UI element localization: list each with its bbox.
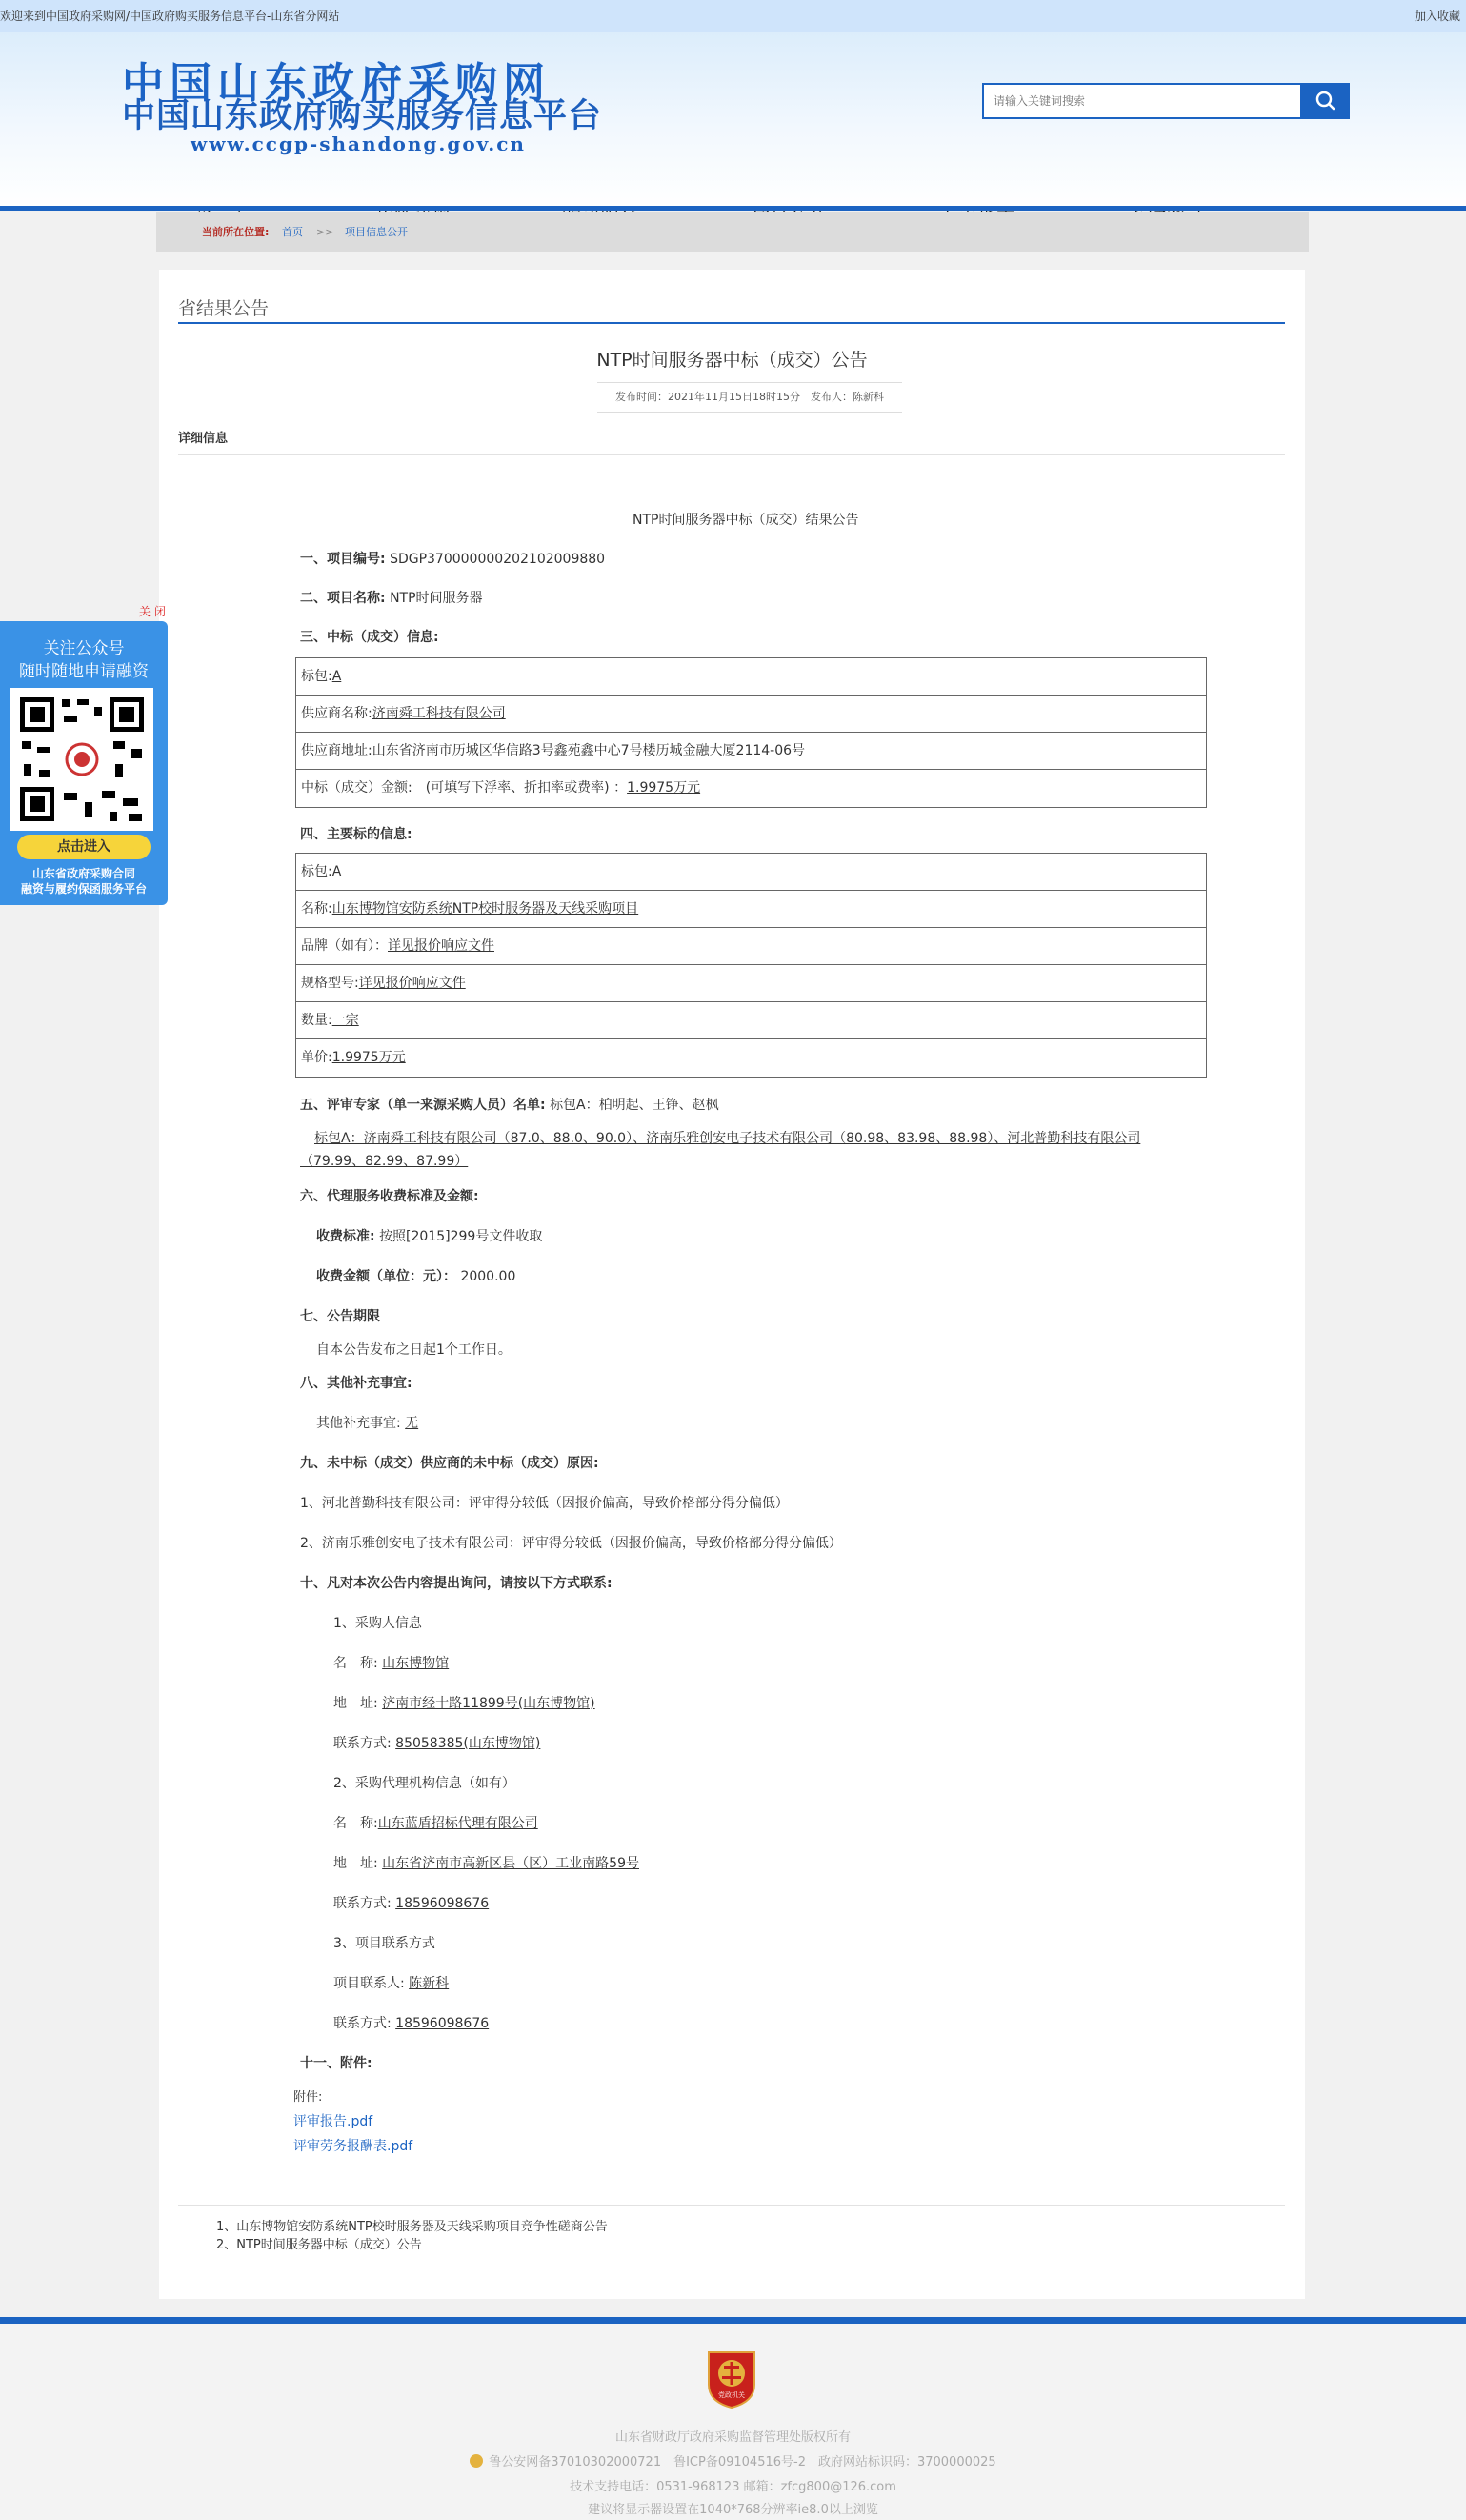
project-number: SDGP370000000202102009880: [390, 552, 606, 567]
detail-label: 详细信息: [178, 432, 229, 446]
fee-standard-label: 收费标准:: [316, 1229, 375, 1244]
row-label: 单价:: [301, 1050, 332, 1065]
row-label: 中标（成交）金额: (可填写下浮率、折扣率或费率) ：: [301, 780, 628, 796]
row-value: A: [331, 669, 342, 684]
related-link[interactable]: 2、NTP时间服务器中标（成交）公告: [216, 2238, 422, 2252]
table-row: [296, 696, 1206, 733]
footer-divider: [0, 2317, 1466, 2324]
s2-label: 二、项目名称:: [300, 591, 386, 606]
expert-scores-line1: 标包A：济南舜工科技有限公司（87.0、88.0、90.0）、济南乐雅创安电子技术有限公司（80.98、83.98、88.98）、河北普勤科技有限公司: [314, 1131, 1141, 1146]
notice-heading: NTP时间服务器中标（成交）结果公告: [633, 513, 859, 528]
s7-label: 七、公告期限: [300, 1309, 380, 1324]
row-label: 标包:: [301, 669, 332, 684]
s8-label: 八、其他补充事宜:: [300, 1376, 412, 1391]
subject-info-table: [295, 853, 1207, 1078]
row-value: 详见报价响应文件: [388, 938, 494, 954]
row-value: 1.9975万元: [331, 1050, 406, 1065]
s10-label: 十、凡对本次公告内容提出询问，请按以下方式联系:: [300, 1576, 613, 1591]
award-info-table: [295, 657, 1207, 808]
attachment-link[interactable]: 评审报告.pdf: [293, 2114, 373, 2129]
s6-label: 六、代理服务收费标准及金额:: [300, 1189, 479, 1204]
ad-subtitle-2: 融资与履约保函服务平台: [20, 882, 147, 896]
agent-name: 山东蓝盾招标代理有限公司: [377, 1816, 538, 1831]
related-link[interactable]: 1、山东博物馆安防系统NTP校时服务器及天线采购项目竞争性磋商公告: [216, 2220, 608, 2234]
project-contact-phone-label: 联系方式:: [333, 2016, 392, 2031]
row-label: 供应商地址:: [301, 743, 372, 758]
table-row: [296, 1002, 1206, 1039]
ad-close-button[interactable]: 关 闭: [139, 605, 166, 618]
purchaser-name: 山东博物馆: [382, 1656, 450, 1671]
agent-phone: 18596098676: [395, 1896, 490, 1911]
other-matters-label: 其他补充事宜:: [316, 1416, 401, 1431]
footer-registration: [0, 2451, 1466, 2470]
site-header: [0, 32, 1466, 208]
row-label: 规格型号:: [301, 976, 359, 991]
agent-info-heading: 2、采购代理机构信息（如有）: [333, 1776, 515, 1791]
table-row: [296, 891, 1206, 928]
party-gov-emblem-icon[interactable]: [705, 2349, 758, 2409]
top-strip: [0, 0, 1466, 32]
row-label: 供应商名称:: [301, 706, 372, 721]
search-box: [982, 83, 1350, 119]
breadcrumb-current[interactable]: 项目信息公开: [345, 226, 408, 238]
attachment-link[interactable]: 评审劳务报酬表.pdf: [293, 2139, 413, 2154]
ad-enter-button[interactable]: 点击进入: [17, 835, 151, 859]
row-value: 济南舜工科技有限公司: [372, 706, 506, 721]
agent-address: 山东省济南市高新区县（区）工业南路59号: [382, 1856, 639, 1871]
project-contact-label: 项目联系人:: [333, 1976, 405, 1991]
attachments-label: 附件:: [293, 2090, 323, 2105]
footer-resolution-note: 建议将显示器设置在1040*768分辨率ie8.0以上浏览: [588, 2503, 878, 2517]
notice-period: 自本公告发布之日起1个工作日。: [316, 1342, 512, 1358]
police-badge-icon: [470, 2454, 483, 2468]
table-row: [296, 854, 1206, 891]
fee-amount-label: 收费金额（单位：元）：: [316, 1269, 456, 1284]
table-row: [296, 658, 1206, 696]
section-divider: [178, 322, 1285, 324]
project-contact: 陈新科: [409, 1976, 450, 1991]
ad-subtitle-1: 山东省政府采购合同: [31, 867, 135, 880]
s9-label: 九、未中标（成交）供应商的未中标（成交）原因:: [300, 1456, 599, 1471]
logo-subtitle[interactable]: 中国山东政府购买服务信息平台: [122, 96, 603, 135]
wechat-ad[interactable]: [0, 621, 168, 905]
purchaser-address-label: 地 址:: [333, 1696, 378, 1711]
row-label: 品牌（如有）：: [301, 938, 388, 954]
s3-label: 三、中标（成交）信息:: [300, 630, 439, 645]
expert-list: 标包A：柏明起、王铮、赵枫: [550, 1098, 719, 1113]
detail-divider: [178, 454, 1285, 455]
agent-name-label: 名 称:: [333, 1816, 378, 1831]
add-favorite-link[interactable]: 加入收藏: [1414, 10, 1460, 23]
project-name: NTP时间服务器: [390, 591, 483, 606]
s4-label: 四、主要标的信息:: [300, 827, 412, 842]
footer-registration-text: 鲁公安网备37010302000721 鲁ICP备09104516号-2 政府网站标识码：3700000025: [489, 2455, 996, 2470]
logo-url: www.ccgp-shandong.gov.cn: [191, 132, 526, 155]
section-title: 省结果公告: [178, 298, 270, 319]
fee-standard-value: 按照[2015]299号文件收取: [379, 1229, 543, 1244]
fee-amount-value: 2000.00: [460, 1269, 516, 1284]
s11-label: 十一、附件:: [300, 2056, 372, 2071]
purchaser-phone: 85058385(山东博物馆): [395, 1736, 541, 1751]
table-row: [296, 770, 1206, 807]
other-matters-value: 无: [405, 1416, 419, 1431]
search-icon: [1302, 83, 1350, 119]
table-row: [296, 928, 1206, 965]
unsuccessful-reason-1: 1、河北普勤科技有限公司：评审得分较低（因报价偏高，导致价格部分得分偏低）: [300, 1496, 789, 1511]
s1-label: 一、项目编号:: [300, 552, 386, 567]
breadcrumb: [156, 212, 1309, 252]
breadcrumb-separator: >>: [316, 226, 334, 238]
publish-meta: 发布时间：2021年11月15日18时15分 发布人：陈新科: [597, 382, 902, 413]
ad-title-2: 随时随地申请融资: [19, 662, 149, 681]
ad-title-1: 关注公众号: [43, 639, 125, 658]
row-value: 山东博物馆安防系统NTP校时服务器及天线采购项目: [331, 901, 639, 917]
emblem-caption: 党政机关: [718, 2391, 745, 2399]
row-label: 数量:: [301, 1013, 332, 1028]
row-label: 名称:: [301, 901, 332, 917]
search-input[interactable]: [982, 83, 1302, 119]
row-value: 山东省济南市历城区华信路3号鑫苑鑫中心7号楼历城金融大厦2114-06号: [372, 743, 806, 758]
related-divider: [178, 2205, 1285, 2206]
purchaser-name-label: 名 称:: [333, 1656, 378, 1671]
row-value: 1.9975万元: [627, 780, 701, 796]
table-row: [296, 733, 1206, 770]
project-contact-heading: 3、项目联系方式: [333, 1936, 435, 1951]
row-value: A: [331, 864, 342, 879]
purchaser-address: 济南市经十路11899号(山东博物馆): [382, 1696, 595, 1711]
document-title: NTP时间服务器中标（成交）公告: [596, 350, 868, 371]
qr-code-icon: [10, 688, 153, 831]
logo-title[interactable]: 中国山东政府采购网: [122, 59, 551, 108]
row-label: 标包:: [301, 864, 332, 879]
search-button[interactable]: [1302, 83, 1350, 119]
purchaser-info-heading: 1、采购人信息: [333, 1616, 422, 1631]
row-value: 一宗: [331, 1013, 359, 1028]
table-row: [296, 965, 1206, 1002]
breadcrumb-home[interactable]: 首页: [282, 226, 303, 238]
project-contact-phone: 18596098676: [395, 2016, 490, 2031]
breadcrumb-label: 当前所在位置:: [202, 226, 270, 238]
unsuccessful-reason-2: 2、济南乐雅创安电子技术有限公司：评审得分较低（因报价偏高，导致价格部分得分偏低）: [300, 1536, 842, 1551]
s5-label: 五、评审专家（单一来源采购人员）名单:: [300, 1098, 546, 1113]
footer-support: 技术支持电话：0531-968123 邮箱：zfcg800@126.com: [570, 2480, 896, 2494]
header-divider: [0, 206, 1466, 211]
purchaser-phone-label: 联系方式:: [333, 1736, 392, 1751]
table-row: [296, 1039, 1206, 1077]
content-panel: [159, 270, 1305, 2299]
site-footer: [0, 2324, 1466, 2520]
row-value: 详见报价响应文件: [358, 976, 466, 991]
expert-scores-line2: （79.99、82.99、87.99）: [300, 1154, 469, 1169]
agent-phone-label: 联系方式:: [333, 1896, 392, 1911]
agent-address-label: 地 址:: [333, 1856, 378, 1871]
footer-copyright: 山东省财政厅政府采购监督管理处版权所有: [614, 2430, 851, 2445]
welcome-text: 欢迎来到中国政府采购网/中国政府购买服务信息平台-山东省分网站: [0, 10, 340, 23]
